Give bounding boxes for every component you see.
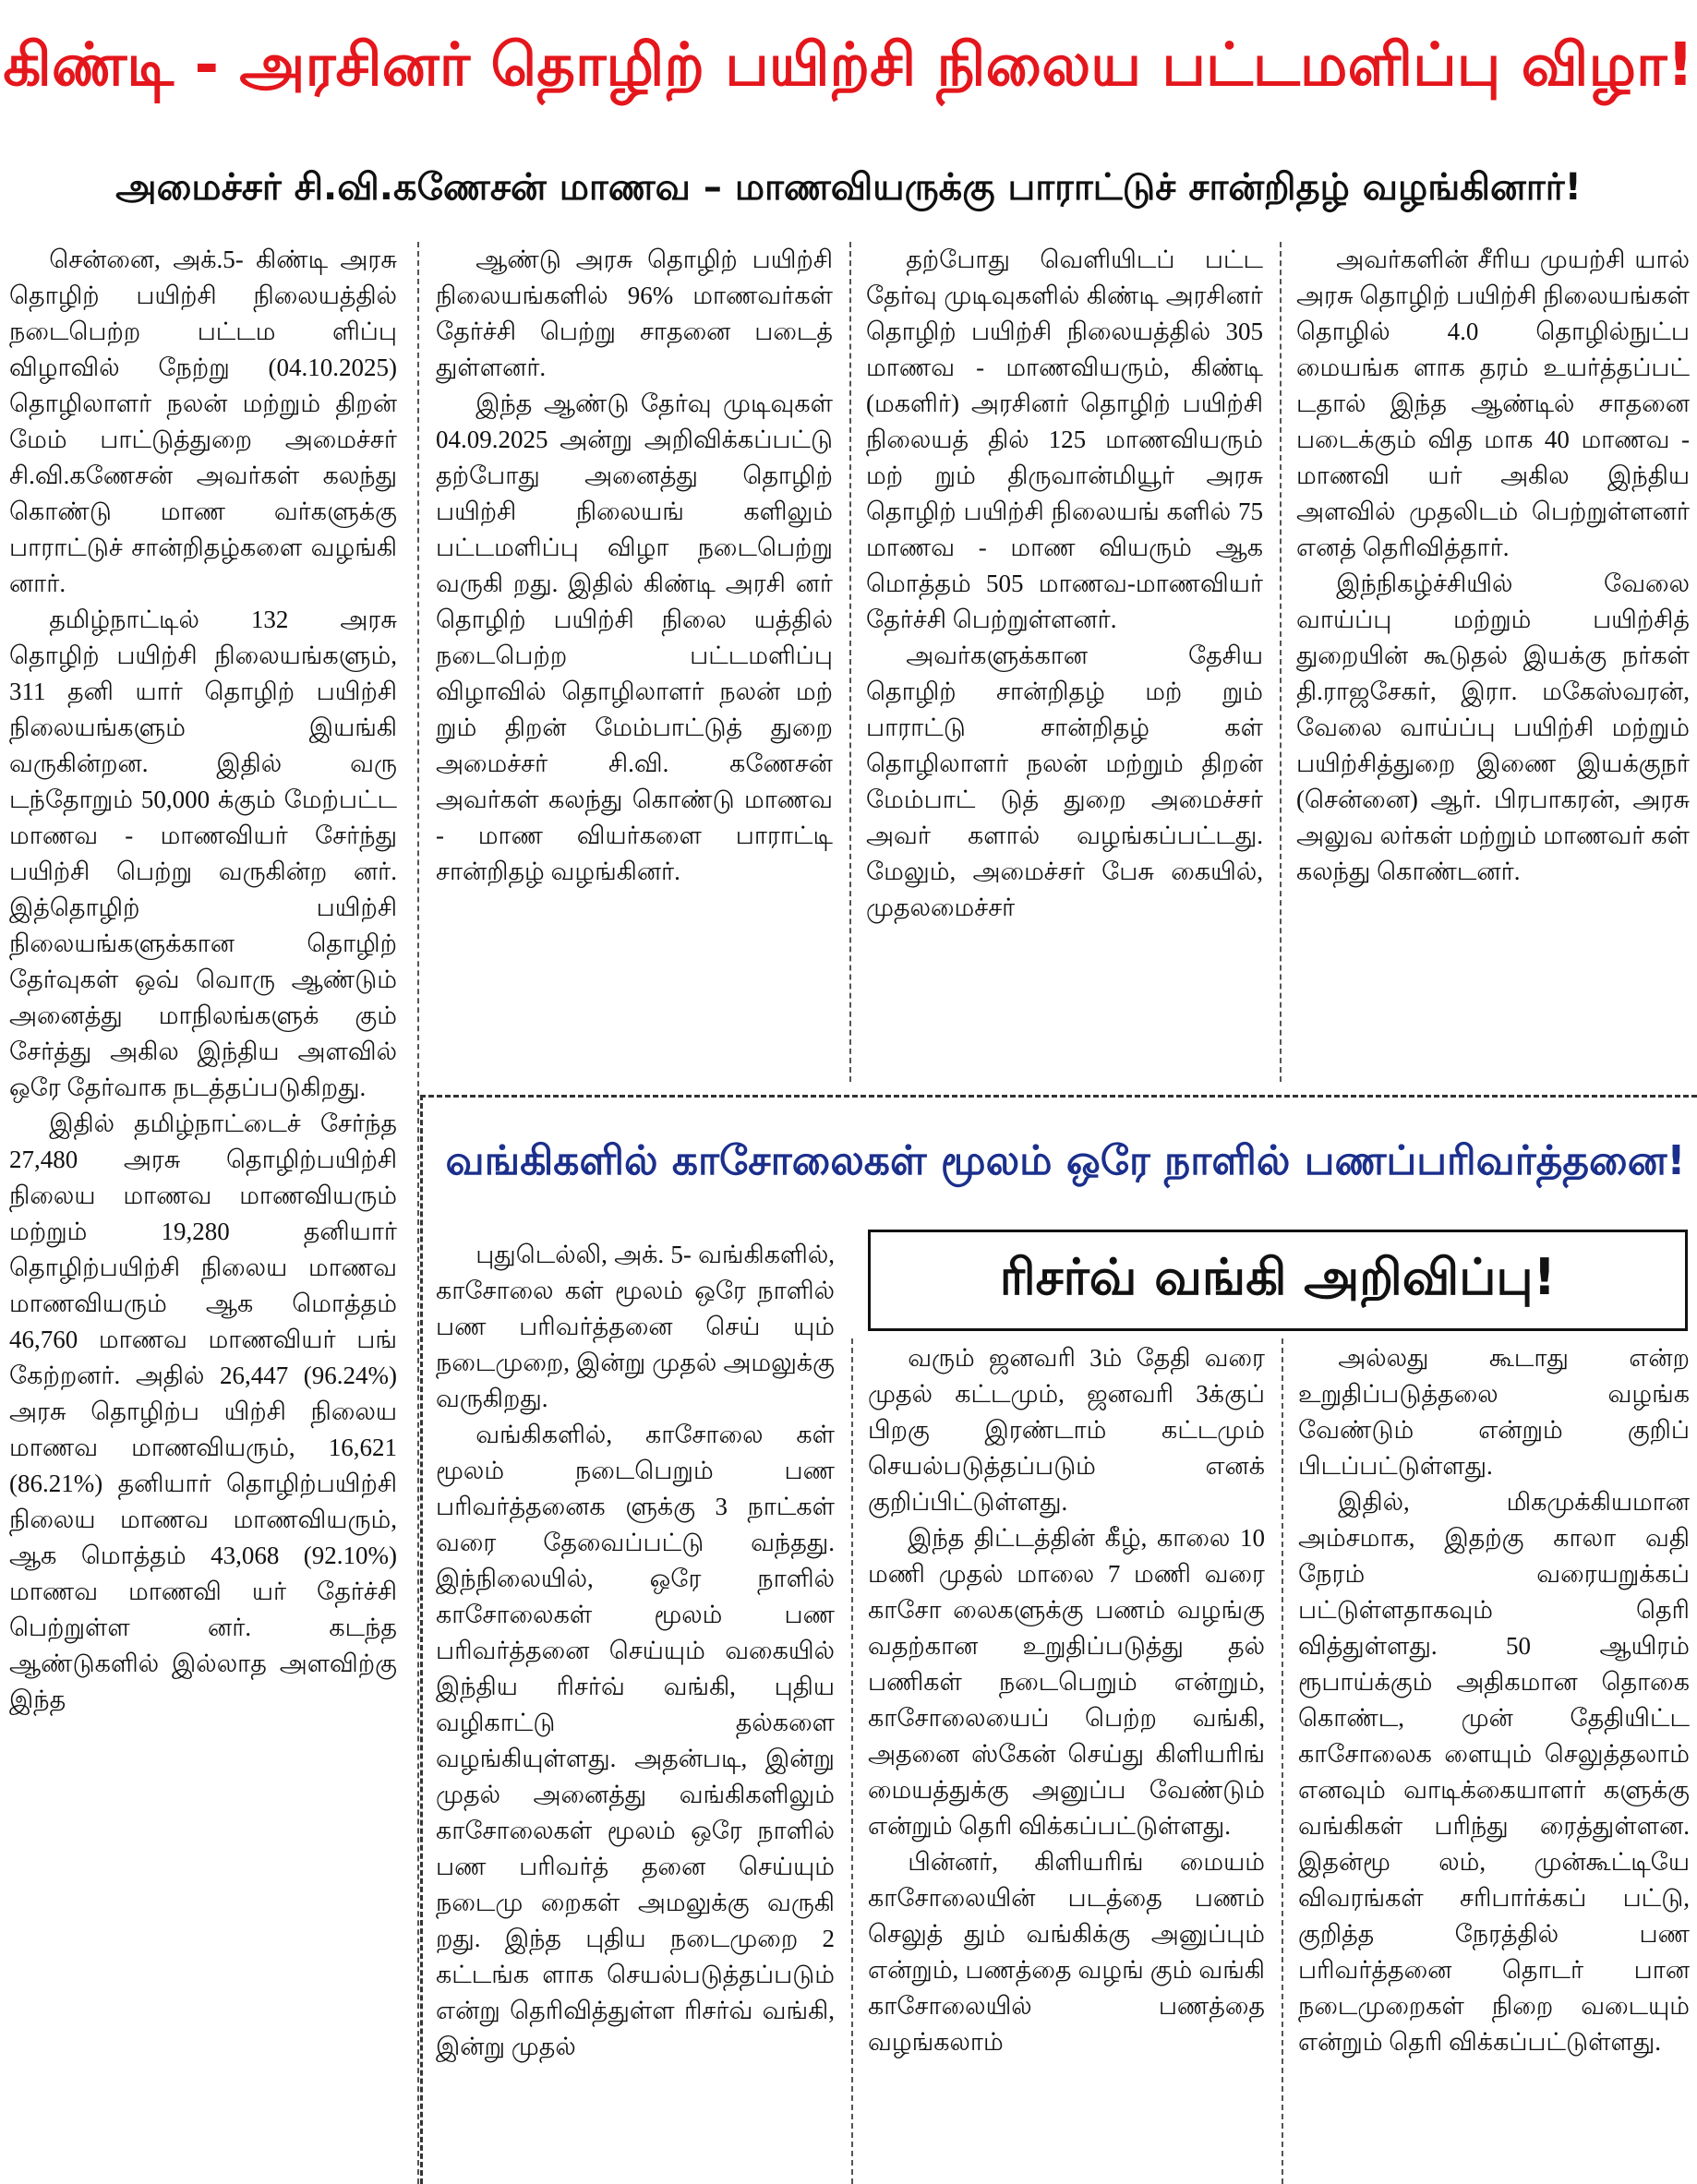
column-divider <box>1282 1338 1283 2184</box>
article2-column-3 <box>1298 1340 1690 2184</box>
paragraph: தற்போது வெளியிடப் பட்ட தேர்வு முடிவுகளில் கிண்டி அரசினர் தொழிற் பயிற்சி நிலையத்தில் 305 மாணவ - மாணவியரும், கிண்டி (மகளிர்) அரசினர் தொழிற் பயிற்சி நிலையத் தில் 125 மாணவியரும் மற் றும் திருவான்மியூர் அரசு தொழிற் பயிற்சி நிலையங் களில் 75 மாணவ - மாண வியரும் ஆக மொத்தம் 505 மாணவ-மாணவியர் தேர்ச்சி பெற்றுள்ளனர். <box>866 246 1263 633</box>
column-divider <box>851 1338 853 2184</box>
article1-column-4 <box>1296 242 1690 1091</box>
main-headline: கிண்டி - அரசினர் தொழிற் பயிற்சி நிலைய பட்டமளிப்பு விழா! <box>3 31 1694 100</box>
column-divider <box>417 242 419 2184</box>
paragraph: அவர்களின் சீரிய முயற்சி யால் அரசு தொழிற் பயிற்சி நிலையங்கள் தொழில் 4.0 தொழில்நுட்ப மையங்க ளாக தரம் உயர்த்தப்பட் டதால் இந்த ஆண்டில் சாதனை படைக்கும் வித மாக 40 மாணவ - மாணவி யர் அகில இந்திய அளவில் முதலிடம் பெற்றுள்ளனர் எனத் தெரிவித்தார். <box>1296 246 1690 561</box>
article2-column-1 <box>436 1237 835 2184</box>
paragraph: வரும் ஜனவரி 3ம் தேதி வரை முதல் கட்டமும், ஜனவரி 3க்குப் பிறகு இரண்டாம் கட்டமும் செயல்படுத்தப்படும் எனக் குறிப்பிட்டுள்ளது. <box>868 1344 1265 1516</box>
paragraph: இந்த ஆண்டு தேர்வு முடிவுகள் 04.09.2025 அன்று அறிவிக்கப்பட்டு தற்போது அனைத்து தொழிற் பயிற்சி நிலையங் களிலும் பட்டமளிப்பு விழா நடைபெற்று வருகி றது. இதில் கிண்டி அரசி னர் தொழிற் பயிற்சி நிலை யத்தில் நடைபெற்ற பட்டமளிப்பு விழாவில் தொழிலாளர் நலன் மற் றும் திறன் மேம்பாட்டுத் துறை அமைச்சர் சி.வி. கணேசன் அவர்கள் கலந்து கொண்டு மாணவ - மாண வியர்களை பாராட்டி சான்றிதழ் வழங்கினர். <box>436 390 833 885</box>
paragraph: இந்த திட்டத்தின் கீழ், காலை 10 மணி முதல் மாலை 7 மணி வரை காசோ லைகளுக்கு பணம் வழங்கு வதற்கான உறுதிப்படுத்து தல் பணிகள் நடைபெறும் என்றும், காசோலையைப் பெற்ற வங்கி, அதனை ஸ்கேன் செய்து கிளியரிங் மையத்துக்கு அனுப்ப வேண்டும் என்றும் தெரி விக்கப்பட்டுள்ளது. <box>868 1524 1265 1840</box>
article2-column-2 <box>868 1340 1265 2184</box>
paragraph: புதுடெல்லி, அக். 5- வங்கிகளில், காசோலை கள் மூலம் ஒரே நாளில் பண பரிவர்த்தனை செய் யும் நடைமுறை, இன்று முதல் அமலுக்கு வருகிறது. <box>436 1241 835 1412</box>
article1-column-1 <box>9 242 397 2184</box>
paragraph: இதில் தமிழ்நாட்டைச் சேர்ந்த 27,480 அரசு தொழிற்பயிற்சி நிலைய மாணவ மாணவியரும் மற்றும் 19,280 தனியார் தொழிற்பயிற்சி நிலைய மாணவ மாணவியரும் ஆக மொத்தம் 46,760 மாணவ மாணவியர் பங் கேற்றனர். அதில் 26,447 (96.24%) அரசு தொழிற்ப யிற்சி நிலைய மாணவ மாணவியரும், 16,621 (86.21%) தனியார் தொழிற்பயிற்சி நிலைய மாணவ மாணவியரும், ஆக மொத்தம் 43,068 (92.10%) மாணவ மாணவி யர் தேர்ச்சி பெற்றுள்ள னர். கடந்த ஆண்டுகளில் இல்லாத அளவிற்கு இந்த <box>9 1110 397 1713</box>
sub-headline: அமைச்சர் சி.வி.கணேசன் மாணவ – மாணவியருக்கு பாராட்டுச் சான்றிதழ் வழங்கினார்! <box>115 165 1582 209</box>
paragraph: இதில், மிகமுக்கியமான அம்சமாக, இதற்கு காலா வதி நேரம் வரையறுக்கப் பட்டுள்ளதாகவும் தெரி வித்துள்ளது. 50 ஆயிரம் ரூபாய்க்கும் அதிகமான தொகை கொண்ட, முன் தேதியிட்ட காசோலைக ளையும் செலுத்தலாம் எனவும் வாடிக்கையாளர் களுக்கு வங்கிகள் பரிந்து ரைத்துள்ளன. இதன்மூ லம், முன்கூட்டியே விவரங்கள் சரிபார்க்கப் பட்டு, குறித்த நேரத்தில் பண பரிவர்த்தனை தொடர் பான நடைமுறைகள் நிறை வடையும் என்றும் தெரி விக்கப்பட்டுள்ளது. <box>1298 1488 1690 2056</box>
bank-headline: வங்கிகளில் காசோலைகள் மூலம் ஒரே நாளில் பணப்பரிவர்த்தனை! <box>445 1137 1686 1184</box>
paragraph: அல்லது கூடாது என்ற உறுதிப்படுத்தலை வழங்க வேண்டும் என்றும் குறிப் பிடப்பட்டுள்ளது. <box>1298 1344 1690 1480</box>
paragraph: சென்னை, அக்.5- கிண்டி அரசு தொழிற் பயிற்சி நிலையத்தில் நடைபெற்ற பட்டம ளிப்பு விழாவில் நேற்று (04.10.2025) தொழிலாளர் நலன் மற்றும் திறன் மேம் பாட்டுத்துறை அமைச்சர் சி.வி.கணேசன் அவர்கள் கலந்து கொண்டு மாண வர்களுக்கு பாராட்டுச் சான்றிதழ்களை வழங்கி னார். <box>9 246 397 597</box>
paragraph: இந்நிகழ்ச்சியில் வேலை வாய்ப்பு மற்றும் பயிற்சித் துறையின் கூடுதல் இயக்கு நர்கள் தி.ராஜசேகர், இரா. மகேஸ்வரன், வேலை வாய்ப்பு பயிற்சி மற்றும் பயிற்சித்துறை இணை இயக்குநர் (சென்னை) ஆர். பிரபாகரன், அரசு அலுவ லர்கள் மற்றும் மாணவர் கள் கலந்து கொண்டனர். <box>1296 570 1690 885</box>
article1-column-3 <box>866 242 1263 1091</box>
paragraph: பின்னர், கிளியரிங் மையம் காசோலையின் படத்தை பணம் செலுத் தும் வங்கிக்கு அனுப்பும் என்றும், பணத்தை வழங் கும் வங்கி காசோலையில் பணத்தை வழங்கலாம் <box>868 1848 1265 2056</box>
article1-column-2 <box>436 242 833 1091</box>
column-divider <box>1280 242 1282 1082</box>
column-divider <box>849 242 851 1082</box>
paragraph: ஆண்டு அரசு தொழிற் பயிற்சி நிலையங்களில் 96% மாணவர்கள் தேர்ச்சி பெற்று சாதனை படைத் துள்ளனர். <box>436 246 833 381</box>
bank-subheadline: ரிசர்வ் வங்கி அறிவிப்பு! <box>868 1230 1688 1331</box>
paragraph: வங்கிகளில், காசோலை கள் மூலம் நடைபெறும் பண பரிவர்த்தனைக ளுக்கு 3 நாட்கள் வரை தேவைப்பட்டு வந்தது. இந்நிலையில், ஒரே நாளில் காசோலைகள் மூலம் பண பரிவர்த்தனை செய்யும் வகையில் இந்திய ரிசர்வ் வங்கி, புதிய வழிகாட்டு தல்களை வழங்கியுள்ளது. அதன்படி, இன்று முதல் அனைத்து வங்கிகளிலும் காசோலைகள் மூலம் ஒரே நாளில் பண பரிவர்த் தனை செய்யும் நடைமு றைகள் அமலுக்கு வருகி றது. இந்த புதிய நடைமுறை 2 கட்டங்க ளாக செயல்படுத்தப்படும் என்று தெரிவித்துள்ள ரிசர்வ் வங்கி, இன்று முதல் <box>436 1421 835 2060</box>
paragraph: அவர்களுக்கான தேசிய தொழிற் சான்றிதழ் மற் றும் பாராட்டு சான்றிதழ் கள் தொழிலாளர் நலன் மற்றும் திறன் மேம்பாட் டுத் துறை அமைச்சர் அவர் களால் வழங்கப்பட்டது. மேலும், அமைச்சர் பேசு கையில், முதலமைச்சர் <box>866 642 1263 921</box>
paragraph: தமிழ்நாட்டில் 132 அரசு தொழிற் பயிற்சி நிலையங்களும், 311 தனி யார் தொழிற் பயிற்சி நிலையங்களும் இயங்கி வருகின்றன. இதில் வரு டந்தோறும் 50,000 க்கும் மேற்பட்ட மாணவ - மாணவியர் சேர்ந்து பயிற்சி பெற்று வருகின்ற னர். இத்தொழிற் பயிற்சி நிலையங்களுக்கான தொழிற் தேர்வுகள் ஒவ் வொரு ஆண்டும் அனைத்து மாநிலங்களுக் கும் சேர்த்து அகில இந்திய அளவில் ஒரே தேர்வாக நடத்தப்படுகிறது. <box>9 606 397 1101</box>
